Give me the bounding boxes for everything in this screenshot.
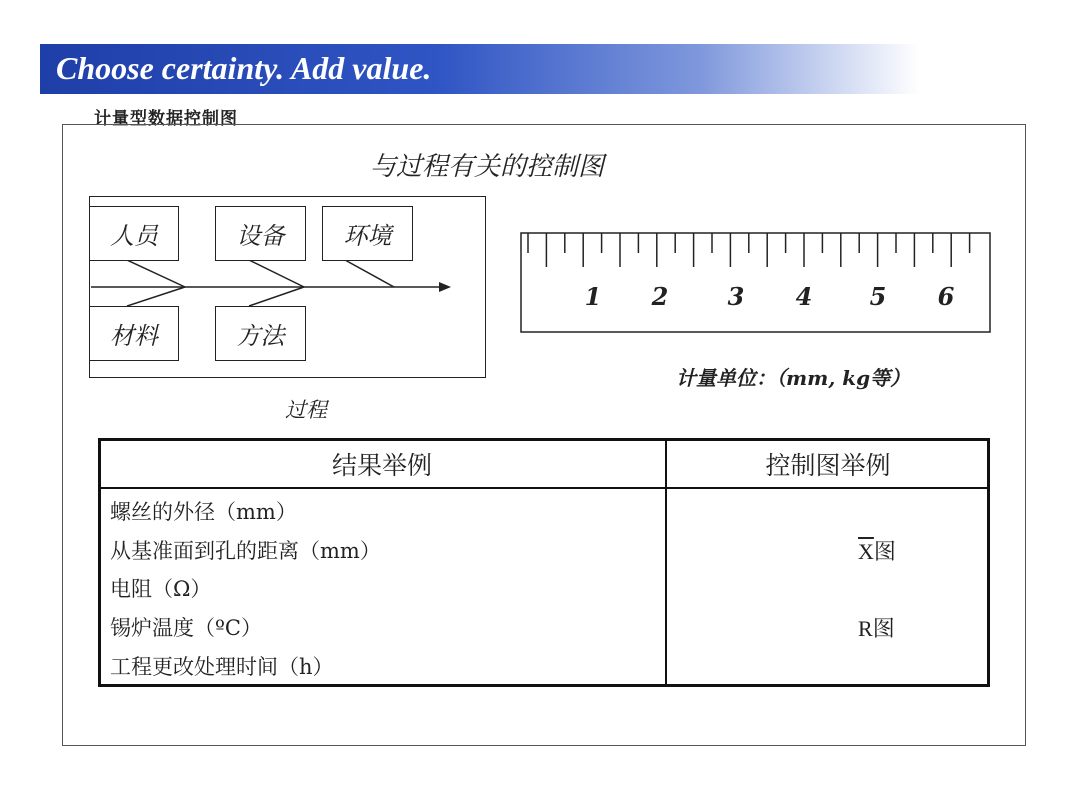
cause-method: 方法 [215, 306, 306, 361]
chart-suffix: 图 [872, 616, 895, 641]
bone-equipment [249, 260, 304, 287]
chart-example-r [858, 612, 895, 643]
ruler-number: 1 [584, 282, 602, 311]
table-header-divider [100, 487, 988, 489]
ruler-number: 2 [651, 282, 669, 311]
bone-environment [345, 260, 394, 287]
result-item: 从基准面到孔的距离（mm） [110, 539, 381, 563]
xbar-symbol: $\overline{X}$ [858, 539, 874, 564]
result-item: 锡炉温度（ºC） [110, 616, 262, 640]
r-symbol: R [858, 616, 873, 641]
result-item: 螺丝的外径（mm） [110, 500, 297, 524]
ruler-number: 5 [869, 282, 887, 311]
cause-people: 人员 [89, 206, 179, 261]
ruler-number: 6 [937, 282, 955, 311]
chart-example-xbar [858, 535, 896, 566]
bone-people [127, 260, 185, 287]
header-title: Choose certainty. Add value. [56, 50, 432, 86]
result-item: 电阻（Ω） [110, 577, 212, 601]
slide-subtitle: 计量型数据控制图 [94, 109, 238, 129]
result-item: 工程更改处理时间（h） [110, 655, 334, 679]
process-label: 过程 [285, 398, 327, 422]
cause-material: 材料 [89, 306, 179, 361]
ruler-number: 4 [795, 282, 813, 311]
cause-environment: 环境 [322, 206, 413, 261]
table-column-divider [665, 440, 667, 686]
arrow-head [439, 282, 451, 292]
cause-equipment: 设备 [215, 206, 306, 261]
ruler-number: 3 [727, 282, 745, 311]
bone-method [249, 287, 304, 306]
chart-suffix: 图 [873, 539, 896, 564]
table-header-charts: 控制图举例 [765, 451, 891, 480]
bone-material [127, 287, 185, 306]
unit-label: 计量单位：（mm, kg等） [676, 366, 911, 390]
table-header-results: 结果举例 [331, 451, 433, 480]
diagram-title: 与过程有关的控制图 [370, 152, 605, 182]
